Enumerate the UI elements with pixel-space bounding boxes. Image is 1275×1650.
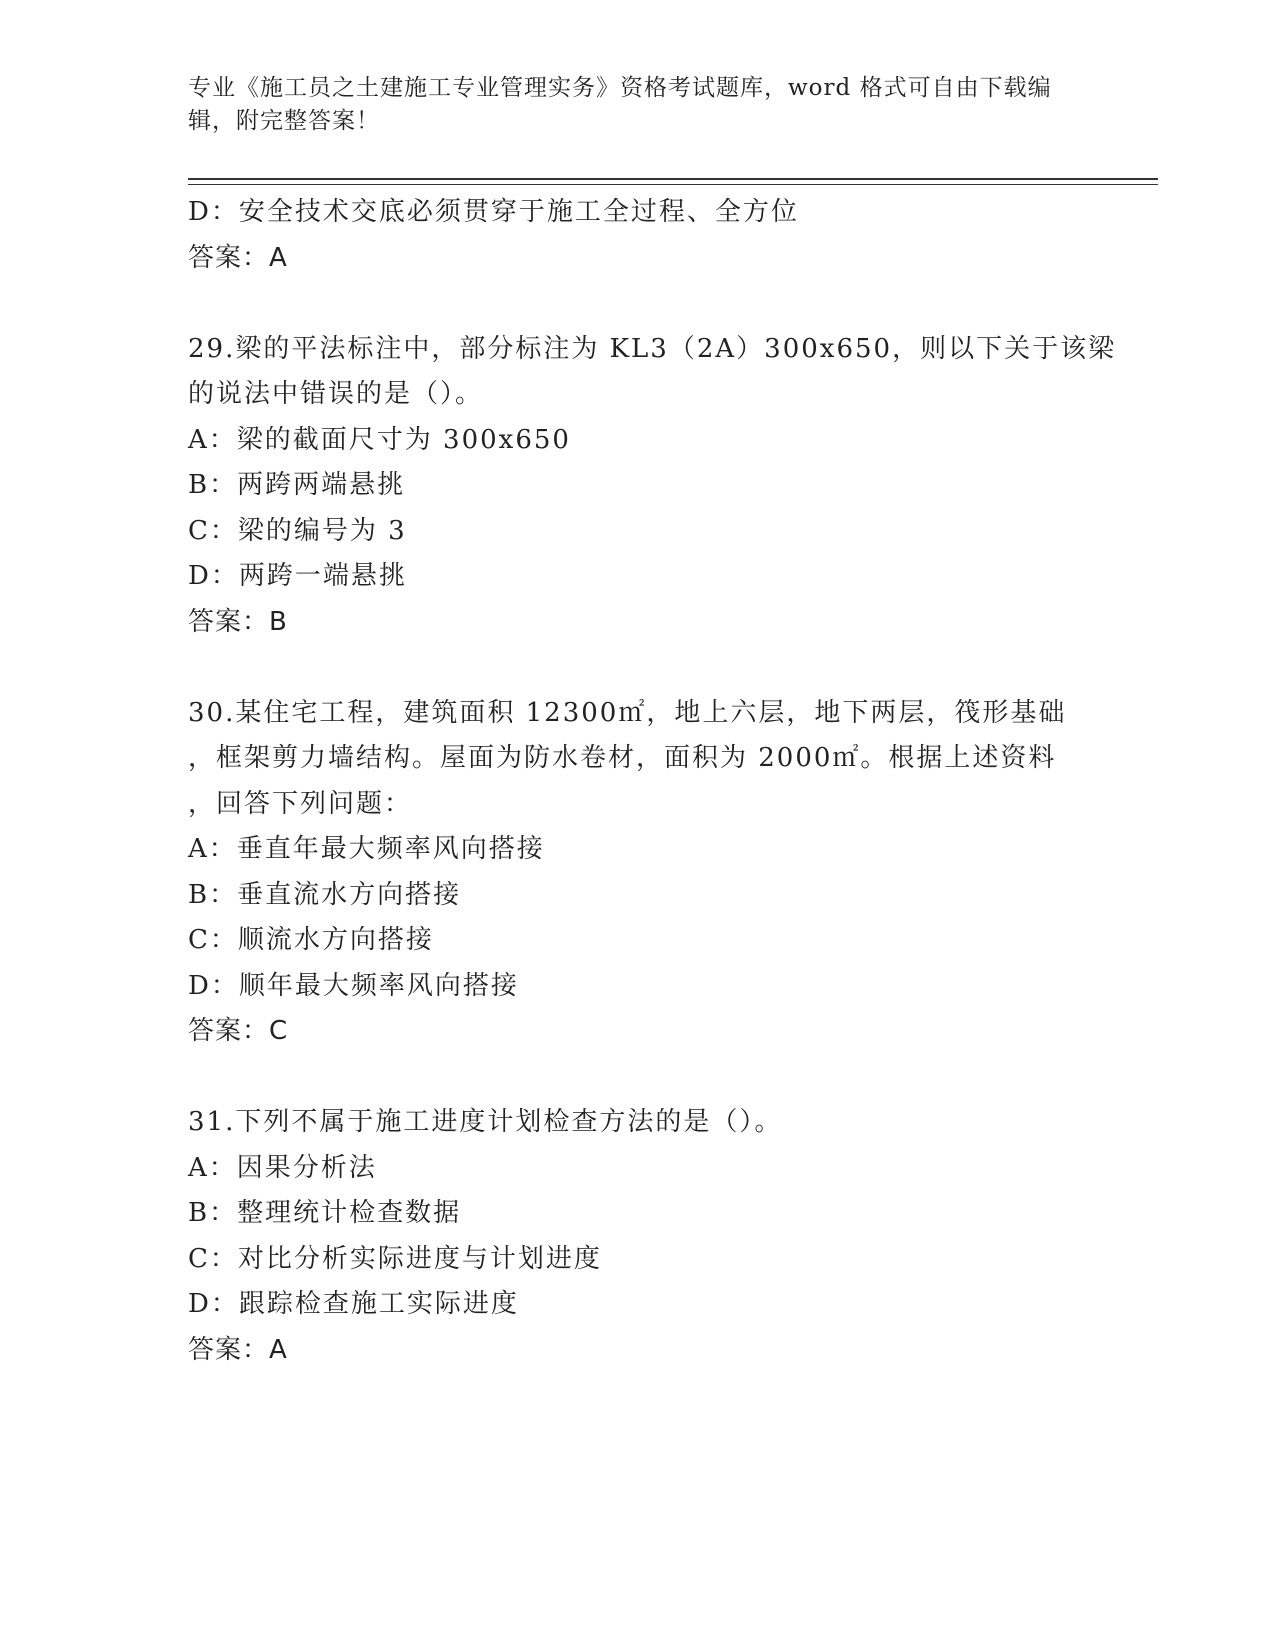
spacer <box>188 645 1088 691</box>
question-text-line: 30.某住宅工程，建筑面积 12300㎡，地上六层，地下两层，筏形基础 <box>188 697 1067 728</box>
option-a: A：垂直年最大频率风向搭接 <box>188 834 545 864</box>
question-text-line: ，回答下列问题： <box>188 788 413 819</box>
page-header <box>188 72 1078 138</box>
option-c: C：顺流水方向搭接 <box>188 925 434 955</box>
option-b: B：垂直流水方向搭接 <box>188 879 462 910</box>
question-31 <box>188 1100 1088 1373</box>
header-line-1: 专业《施工员之土建施工专业管理实务》资格考试题库，word 格式可自由下载编 <box>188 75 1052 101</box>
option-c: C：对比分析实际进度与计划进度 <box>188 1243 602 1274</box>
prev-answer: 答案：A <box>188 242 288 273</box>
spacer <box>188 281 1088 327</box>
header-line-2: 辑，附完整答案！ <box>188 108 380 134</box>
question-text-line: 31.下列不属于施工进度计划检查方法的是（）。 <box>188 1107 783 1137</box>
question-text-line: ，框架剪力墙结构。屋面为防水卷材，面积为 2000㎡。根据上述资料 <box>188 743 1057 773</box>
question-text-line: 的说法中错误的是（）。 <box>188 379 484 409</box>
answer: 答案：C <box>188 1016 289 1046</box>
prev-option-d: D：安全技术交底必须贯穿于施工全过程、全方位 <box>188 197 799 227</box>
question-29 <box>188 327 1117 646</box>
option-b: B：两跨两端悬挑 <box>188 470 406 500</box>
question-text-line: 29.梁的平法标注中，部分标注为 KL3（2A）300x650，则以下关于该梁 <box>188 333 1117 364</box>
option-d: D：顺年最大频率风向搭接 <box>188 970 519 1001</box>
option-a: A：梁的截面尺寸为 300x650 <box>188 424 571 455</box>
question-30 <box>188 691 1088 1055</box>
header-rule-thick <box>188 178 1158 180</box>
option-d: D：两跨一端悬挑 <box>188 561 407 591</box>
answer: 答案：A <box>188 1334 288 1365</box>
header-rule-thin <box>188 184 1158 185</box>
option-c: C：梁的编号为 3 <box>188 515 407 546</box>
option-a: A：因果分析法 <box>188 1152 377 1183</box>
option-b: B：整理统计检查数据 <box>188 1198 462 1228</box>
question-content <box>188 190 1117 1373</box>
answer: 答案：B <box>188 606 288 637</box>
option-d: D：跟踪检查施工实际进度 <box>188 1289 519 1319</box>
spacer <box>188 1055 1088 1101</box>
